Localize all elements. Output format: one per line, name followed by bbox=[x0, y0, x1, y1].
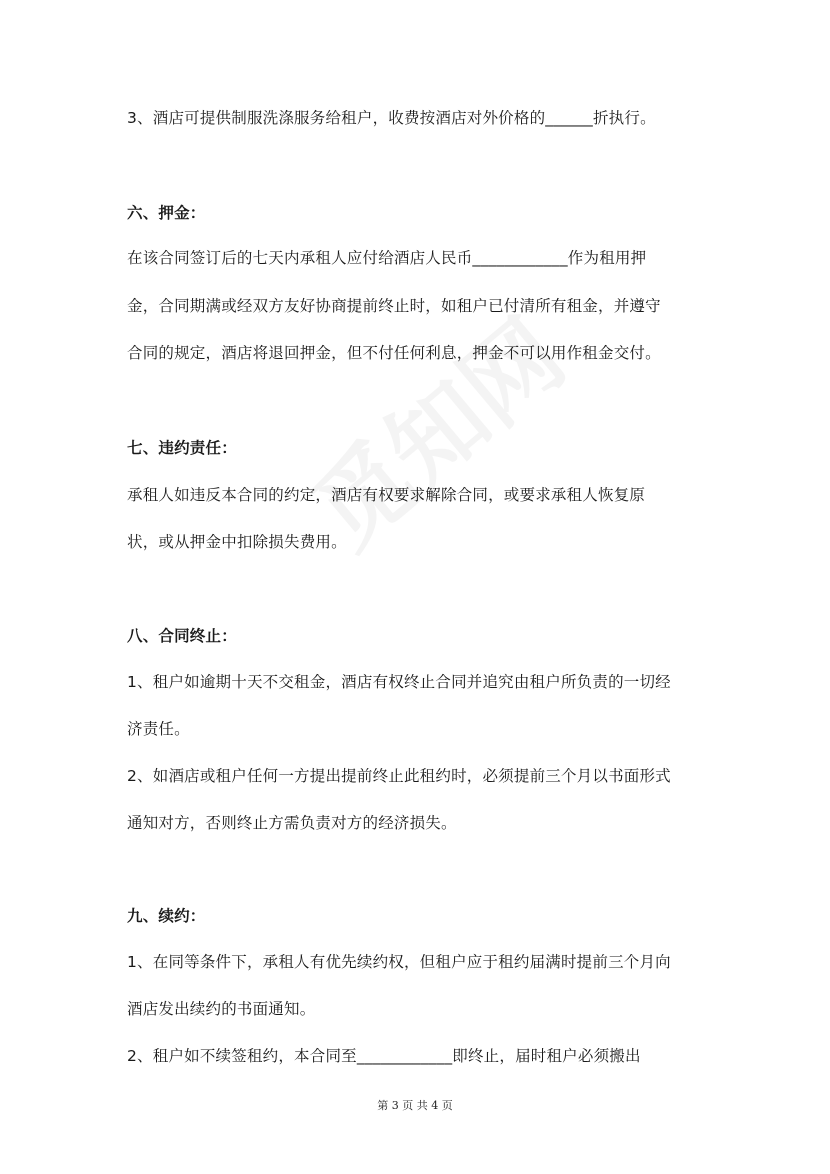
clause-5-3: 3、酒店可提供制服洗涤服务给租户，收费按酒店对外价格的______折执行。 bbox=[127, 109, 656, 127]
breach-text-line-1: 承租人如违反本合同的约定，酒店有权要求解除合同，或要求承租人恢复原 bbox=[127, 486, 646, 504]
section-heading-breach: 七、违约责任： bbox=[127, 439, 237, 457]
section-heading-deposit: 六、押金： bbox=[127, 204, 206, 222]
renewal-clause-2-line-1: 2、租户如不续签租约，本合同至____________即终止，届时租户必须搬出 bbox=[127, 1047, 641, 1065]
deposit-text-line-3: 合同的规定，酒店将退回押金，但不付任何利息，押金不可以用作租金交付。 bbox=[127, 344, 661, 362]
section-heading-renewal: 九、续约： bbox=[127, 907, 206, 925]
section-heading-termination: 八、合同终止： bbox=[127, 627, 237, 645]
termination-clause-2-line-1: 2、如酒店或租户任何一方提出提前终止此租约时，必须提前三个月以书面形式 bbox=[127, 767, 671, 785]
termination-clause-2-line-2: 通知对方，否则终止方需负责对方的经济损失。 bbox=[127, 814, 457, 832]
page-footer: 第 3 页 共 4 页 bbox=[377, 1099, 453, 1112]
deposit-text-line-2: 金，合同期满或经双方友好协商提前终止时，如租户已付清所有租金，并遵守 bbox=[127, 297, 661, 315]
renewal-clause-1-line-1: 1、在同等条件下，承租人有优先续约权，但租户应于租约届满时提前三个月向 bbox=[127, 953, 671, 971]
termination-clause-1-line-2: 济责任。 bbox=[127, 720, 190, 738]
watermark bbox=[280, 283, 589, 573]
termination-clause-1-line-1: 1、租户如逾期十天不交租金，酒店有权终止合同并追究由租户所负责的一切经 bbox=[127, 673, 671, 691]
breach-text-line-2: 状，或从押金中扣除损失费用。 bbox=[127, 533, 347, 551]
renewal-clause-1-line-2: 酒店发出续约的书面通知。 bbox=[127, 1000, 316, 1018]
deposit-text-line-1: 在该合同签订后的七天内承租人应付给酒店人民币____________作为租用押 bbox=[127, 249, 647, 267]
